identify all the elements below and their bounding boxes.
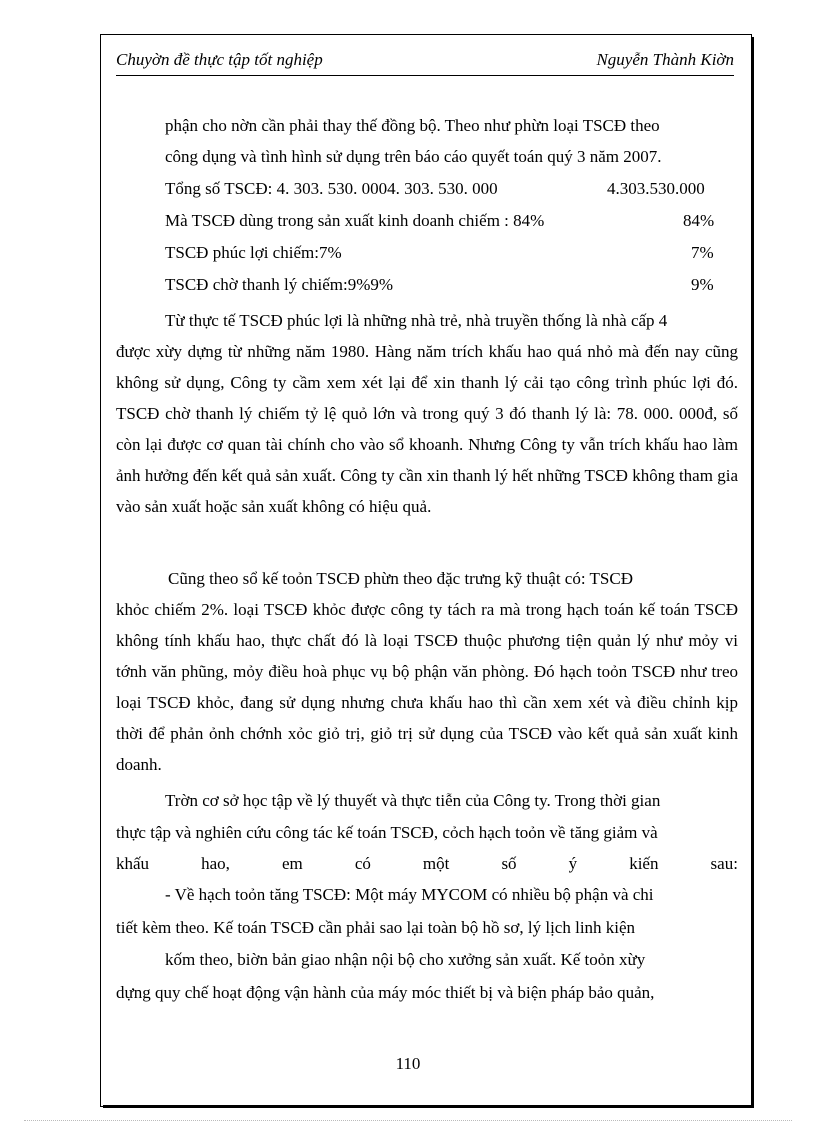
header-rule: [116, 75, 734, 76]
bullet-increase-line-2: tiết kèm theo. Kế toán TSCĐ cần phải sao lại toàn bộ hồ sơ, lý lịch linh kiện: [116, 918, 636, 937]
stat-welfare-label: TSCĐ phúc lợi chiếm:7%: [165, 243, 342, 262]
basis-word: kiến: [629, 854, 659, 873]
stat-production-value: 84%: [683, 211, 715, 230]
paragraph-handover-line-1: kốm theo, biờn bản giao nhận nội bộ cho xưởng sản xuất. Kế toỏn xừy: [165, 950, 646, 969]
paragraph-basis-line-1: Trờn cơ sở học tập về lý thuyết và thực tiễn của Công ty. Trong thời gian: [165, 791, 661, 810]
bullet-increase-line-1: - Về hạch toỏn tăng TSCĐ: Một máy MYCOM có nhiều bộ phận và chi: [165, 885, 654, 904]
page-border-shadow-bottom: [103, 1105, 754, 1108]
basis-word: số: [501, 854, 517, 873]
stat-liquidation-label: TSCĐ chờ thanh lý chiếm:9%9%: [165, 275, 394, 294]
paragraph-other-assets: [116, 563, 738, 780]
paragraph-other-first-line: Cũng theo sổ kế toỏn TSCĐ phừn theo đặc trưng kỹ thuật có: TSCĐ: [168, 569, 633, 588]
paragraph-other-body: khỏc chiếm 2%. loại TSCĐ khỏc được công ty tách ra mà trong hạch toán kế toán TSCĐ không tính khấu hao, thực chất đó là loại TSCĐ thuộc phương tiện quản lý như mỏy vi tớnh văn phũng, mỏy điều hoà phục vụ bộ phận văn phòng. Đó hạch toỏn TSCĐ như treo loại TSCĐ khỏc, đang sử dụng nhưng chưa khấu hao thì cần xem xét và điều chỉnh kịp thời để phản ỏnh chớnh xỏc giỏ trị, giỏ trị sử dụng của TSCĐ vào kết quả sản xuất kinh doanh.: [116, 600, 738, 774]
basis-word: ý: [568, 854, 578, 873]
header-author: Nguyễn Thành Kiờn: [596, 50, 734, 69]
basis-word: một: [422, 854, 450, 873]
intro-line-1: phận cho nờn cần phải thay thế đồng bộ. Theo như phừn loại TSCĐ theo: [165, 116, 660, 135]
paragraph-welfare-assets: [116, 305, 738, 522]
stat-liquidation-value: 9%: [691, 275, 714, 294]
page-header: [116, 46, 734, 74]
page-number: 110: [395, 1054, 421, 1073]
paragraph-basis-line-3: [116, 854, 738, 874]
stat-total-label: Tổng số TSCĐ: 4. 303. 530. 0004. 303. 530. 000: [165, 179, 498, 198]
paragraph-welfare-body: được xừy dựng từ những năm 1980. Hàng năm trích khấu hao quá nhỏ mà đến nay cũng không sử dụng, Công ty cầm xem xét lại để xin thanh lý cải tạo công trình phúc lợi đó. TSCĐ chờ thanh lý chiếm tỷ lệ quỏ lớn và trong quý 3 đó thanh lý là: 78. 000. 000đ, số còn lại được cơ quan tài chính cho vào sổ khoanh. Nhưng Công ty vẫn trích khấu hao làm ảnh hưởng đến kết quả sản xuất. Công ty cần xin thanh lý hết những TSCĐ không tham gia vào sản xuất hoặc sản xuất không có hiệu quả.: [116, 342, 738, 516]
stat-production-label: Mà TSCĐ dùng trong sản xuất kinh doanh chiếm : 84%: [165, 211, 545, 230]
paragraph-handover-line-2: dựng quy chế hoạt động vận hành của máy móc thiết bị và biện pháp bảo quản,: [116, 983, 655, 1002]
paragraph-basis-line-2: thực tập và nghiên cứu công tác kế toán TSCĐ, cỏch hạch toỏn về tăng giảm và: [116, 823, 658, 842]
basis-word: khấu: [116, 854, 150, 873]
bottom-dotted-rule: [24, 1120, 792, 1121]
stat-welfare-value: 7%: [691, 243, 714, 262]
paragraph-welfare-first-line: Từ thực tế TSCĐ phúc lợi là những nhà trẻ, nhà truyền thống là nhà cấp 4: [165, 311, 668, 330]
intro-line-2: công dụng và tình hình sử dụng trên báo cáo quyết toán quý 3 năm 2007.: [165, 147, 662, 166]
stat-total-value: 4.303.530.000: [607, 179, 705, 198]
page-border-shadow-right: [751, 37, 754, 1108]
basis-word: em: [281, 854, 303, 873]
basis-word: có: [354, 854, 371, 873]
basis-word: hao,: [201, 854, 230, 873]
header-title: Chuyờn đề thực tập tốt nghiệp: [116, 50, 323, 69]
basis-word: sau:: [710, 854, 738, 873]
